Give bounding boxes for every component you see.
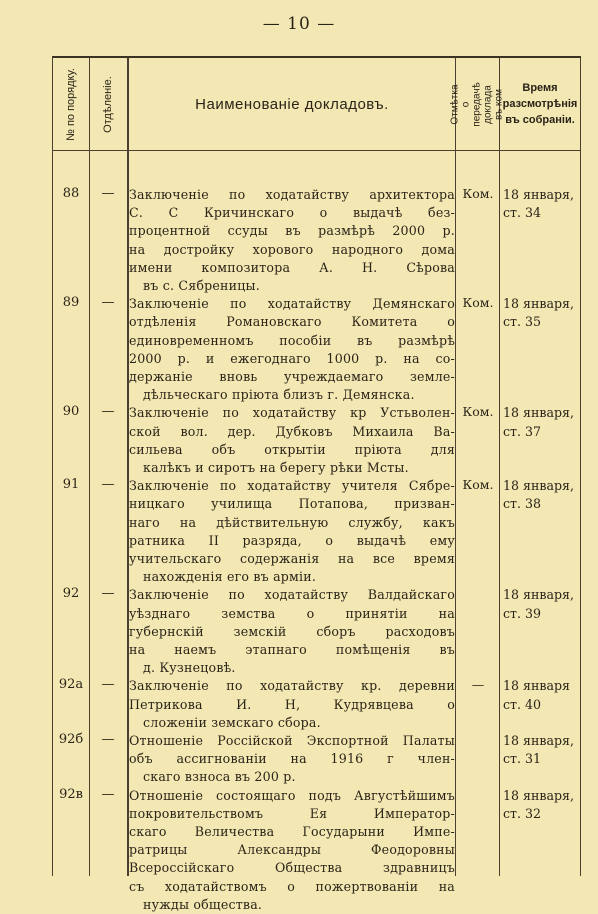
row-title bbox=[129, 677, 455, 732]
row-number: 92б bbox=[58, 732, 84, 747]
row-title-line: уѣзднаго земства о принятіи на bbox=[129, 605, 455, 621]
row-meeting-time-line: ст. 32 bbox=[503, 805, 542, 821]
row-title-line: 2000 р. и ежегоднаго 1000 р. на со- bbox=[129, 350, 455, 366]
row-meeting-time-line: ст. 40 bbox=[503, 696, 542, 712]
row-meeting-time-line: ст. 39 bbox=[503, 605, 542, 621]
row-title-line: покровительствомъ Ея Император- bbox=[129, 805, 455, 821]
row-meeting-time-line: ст. 35 bbox=[503, 314, 542, 330]
row-meeting-time bbox=[500, 677, 583, 713]
row-committee-mark: Ком. bbox=[462, 295, 494, 311]
row-committee-mark: Ком. bbox=[462, 477, 494, 493]
header-time-line: разсмотрѣнія bbox=[502, 98, 578, 110]
header-num: № по порядку. bbox=[64, 67, 77, 141]
row-meeting-time-line: ст. 38 bbox=[503, 496, 542, 512]
row-title-line: сложеніи земскаго сбора. bbox=[143, 714, 321, 730]
header-dept-cell bbox=[89, 58, 127, 150]
row-department: — bbox=[101, 477, 115, 493]
row-title-line: нужды общества. bbox=[143, 896, 263, 912]
row-department: — bbox=[101, 732, 115, 747]
row-title-line: имени композитора А. Н. Сѣрова bbox=[129, 259, 455, 275]
row-meeting-time bbox=[500, 295, 583, 331]
row-department: — bbox=[101, 586, 115, 602]
row-title-line: процентной ссуды въ размѣрѣ 2000 р. bbox=[129, 223, 455, 239]
row-title-line: Всероссійскаго Общества здравницъ bbox=[129, 860, 455, 876]
row-meeting-time-line: 18 января, bbox=[503, 405, 574, 421]
row-title-line: ратника II разряда, о выдачѣ ему bbox=[129, 532, 455, 548]
row-title bbox=[129, 586, 455, 677]
header-mark-cell bbox=[449, 58, 505, 150]
row-title-line: Заключеніе по ходатайству учителя Сябре- bbox=[129, 478, 455, 494]
row-title-line: учительскаго содержанія на все время bbox=[129, 550, 455, 566]
header-divider bbox=[53, 150, 581, 151]
row-committee-mark: Ком. bbox=[462, 404, 494, 420]
row-title-line: Заключеніе по ходатайству архитектора bbox=[129, 187, 455, 202]
row-meeting-time-line: 18 января, bbox=[503, 296, 574, 312]
row-title-line: на достройку хорового народного дома bbox=[129, 241, 455, 257]
row-title-line: скаго Величества Государыни Импе- bbox=[129, 823, 455, 839]
row-meeting-time-line: 18 января, bbox=[503, 187, 574, 202]
row-title-line: наго на дѣйствительную службу, какъ bbox=[129, 514, 455, 530]
row-meeting-time-line: 18 января, bbox=[503, 478, 574, 494]
header-time-line: въ собраніи. bbox=[505, 114, 575, 126]
row-meeting-time bbox=[500, 477, 583, 513]
row-title-line: съ ходатайствомъ о пожертвованіи на bbox=[129, 878, 455, 894]
row-title-line: нахожденія его въ арміи. bbox=[143, 569, 317, 585]
row-title-line: ской вол. дер. Дубковъ Михаила Ва- bbox=[129, 423, 455, 439]
row-title bbox=[129, 295, 455, 404]
row-title-line: Заключеніе по ходатайству кр Устьволен- bbox=[129, 405, 455, 421]
row-department: — bbox=[101, 786, 115, 802]
row-title bbox=[129, 186, 455, 295]
header-title-cell bbox=[129, 58, 455, 150]
row-committee-mark: Ком. bbox=[462, 186, 494, 201]
row-title-line: держаніе вновь учреждаемаго земле- bbox=[129, 368, 455, 384]
row-meeting-time-line: ст. 37 bbox=[503, 423, 542, 439]
row-meeting-time bbox=[500, 787, 583, 823]
row-title-line: С. С Кричинскаго о выдачѣ без- bbox=[129, 205, 455, 221]
row-department: — bbox=[101, 677, 115, 693]
row-title-line: на наемъ этапнаго помѣщенія въ bbox=[129, 641, 455, 657]
header-time-line: Время bbox=[522, 82, 558, 94]
row-meeting-time bbox=[500, 186, 583, 222]
row-title-line: сильева объ открытіи пріюта для bbox=[129, 441, 455, 457]
row-title-line: дѣльческаго пріюта близъ г. Демянска. bbox=[143, 387, 415, 403]
row-meeting-time-line: ст. 31 bbox=[503, 751, 542, 767]
row-title-line: въ с. Сябреницы. bbox=[143, 277, 260, 293]
row-number: 92а bbox=[58, 677, 84, 693]
row-title-line: Заключеніе по ходатайству Демянскаго bbox=[129, 296, 455, 312]
row-meeting-time-line: 18 января, bbox=[503, 587, 574, 603]
column-divider bbox=[89, 58, 90, 876]
header-mark: Отмѣтка о передачѣ доклада въ ком bbox=[449, 81, 505, 127]
row-title-line: Отношеніе состоящаго подъ Августѣйшимъ bbox=[129, 787, 455, 803]
row-title bbox=[129, 477, 455, 586]
header-num-cell bbox=[53, 58, 89, 150]
row-department: — bbox=[101, 295, 115, 311]
header-time bbox=[503, 80, 578, 128]
row-number: 88 bbox=[62, 186, 80, 201]
row-title bbox=[129, 787, 455, 914]
row-title-line: Заключеніе по ходатайству кр. деревни bbox=[129, 678, 455, 694]
row-number: 89 bbox=[62, 295, 80, 311]
header-title: Наименованіе докладовъ. bbox=[195, 95, 389, 113]
row-meeting-time bbox=[500, 586, 583, 622]
row-title-line: единовременномъ пособіи въ размѣрѣ bbox=[129, 332, 455, 348]
row-title-line: отдѣленія Романовскаго Комитета о bbox=[129, 314, 455, 330]
row-meeting-time-line: 18 января, bbox=[503, 733, 574, 748]
row-department: — bbox=[101, 404, 115, 420]
row-title bbox=[129, 732, 455, 787]
header-dept: Отдѣленіе. bbox=[101, 75, 114, 133]
row-title-line: скаго взноса въ 200 р. bbox=[143, 769, 296, 785]
row-number: 92в bbox=[59, 786, 83, 802]
row-title-line: объ ассигнованіи на 1916 г член- bbox=[129, 751, 455, 767]
row-title-line: Петрикова И. Н, Кудрявцева о bbox=[129, 696, 455, 712]
header-time-cell bbox=[499, 58, 581, 150]
row-meeting-time-line: ст. 34 bbox=[503, 205, 542, 221]
row-department: — bbox=[101, 186, 115, 201]
row-number: 90 bbox=[62, 404, 80, 420]
row-title-line: ницкаго училища Потапова, призван- bbox=[129, 496, 455, 512]
page-number: — 10 — bbox=[262, 14, 336, 34]
row-title-line: д. Кузнецовѣ. bbox=[143, 660, 236, 676]
row-meeting-time-line: 18 января, bbox=[503, 787, 574, 803]
row-number: 92 bbox=[62, 586, 80, 602]
row-title bbox=[129, 404, 455, 477]
report-table bbox=[52, 56, 581, 912]
row-number: 91 bbox=[62, 477, 80, 493]
row-meeting-time bbox=[500, 732, 583, 768]
row-meeting-time-line: 18 января bbox=[503, 678, 570, 694]
column-divider bbox=[455, 58, 456, 876]
row-title-line: калѣкъ и сиротъ на берегу рѣки Мсты. bbox=[143, 459, 409, 475]
row-meeting-time bbox=[500, 404, 583, 440]
row-committee-mark: — bbox=[471, 677, 485, 693]
row-title-line: губернскій земскій сборъ расходовъ bbox=[129, 623, 455, 639]
row-title-line: ратрицы Александры Феодоровны bbox=[129, 842, 455, 858]
row-title-line: Заключеніе по ходатайству Валдайскаго bbox=[129, 587, 455, 603]
row-title-line: Отношеніе Россійской Экспортной Палаты bbox=[129, 733, 455, 748]
